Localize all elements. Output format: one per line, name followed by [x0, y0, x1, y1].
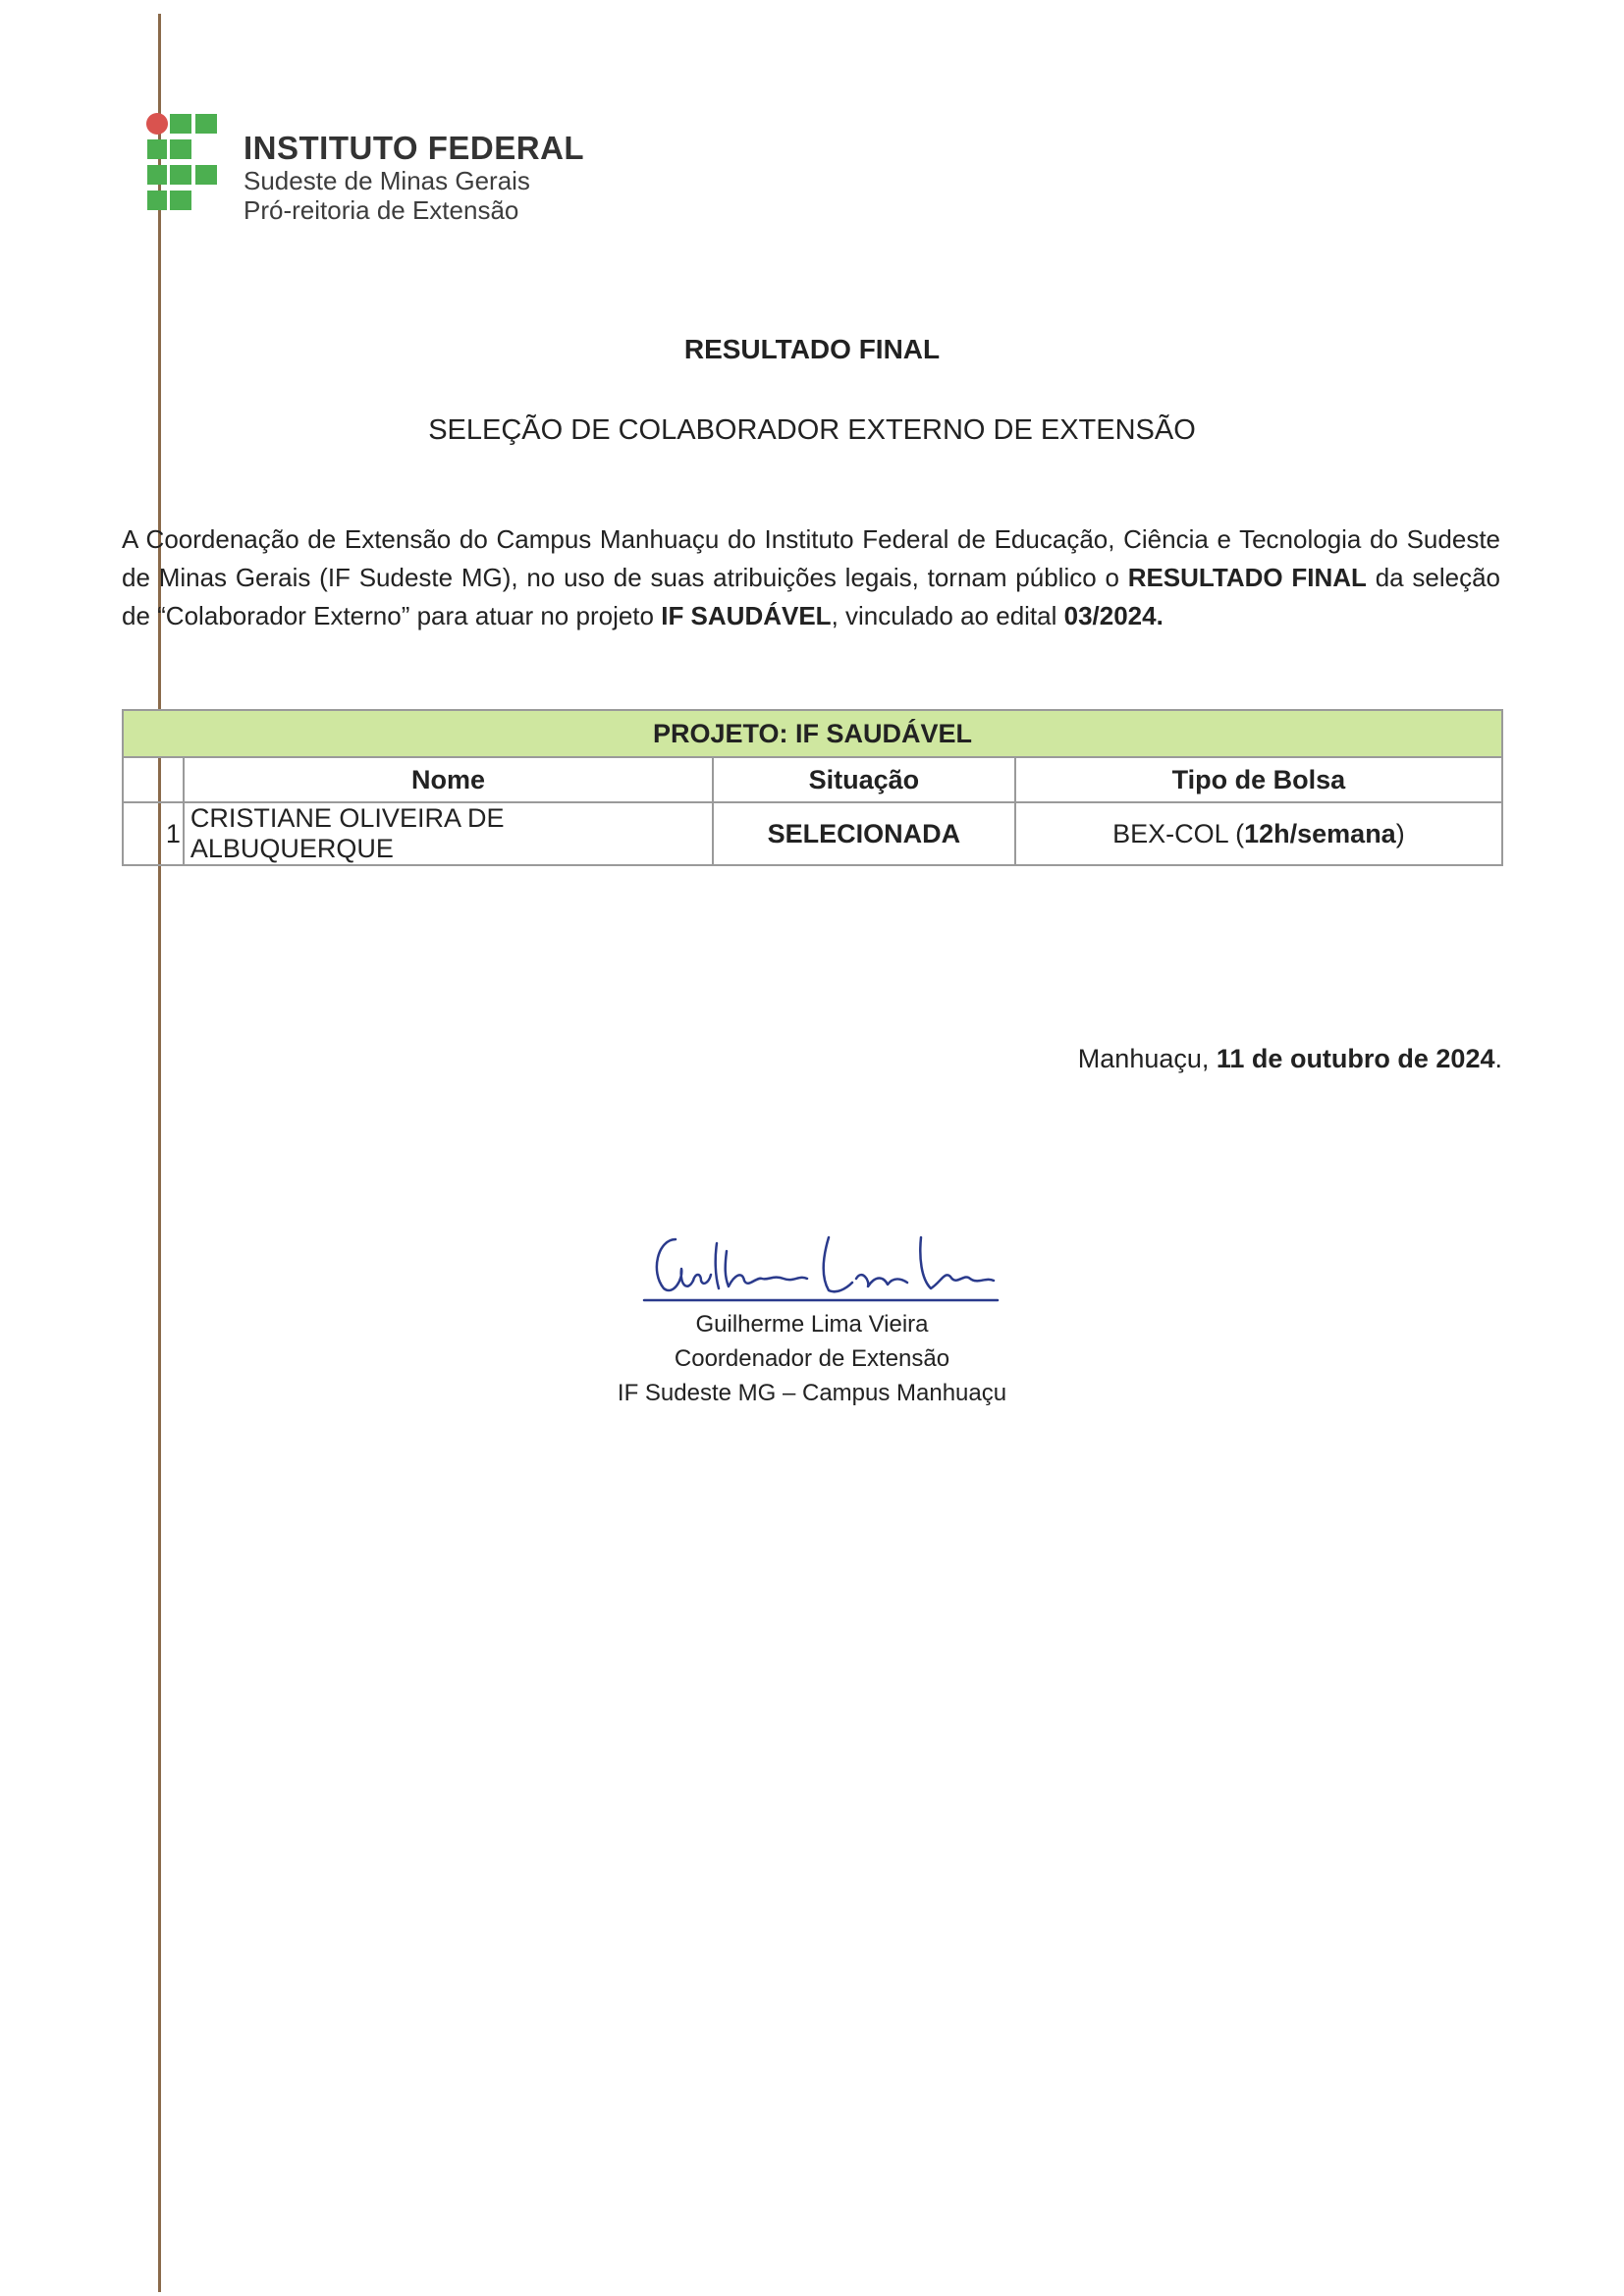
- scholarship-hours: 12h/semana: [1244, 818, 1396, 848]
- row-name: CRISTIANE OLIVEIRA DE ALBUQUERQUE: [184, 802, 713, 865]
- signatory-block: [0, 1307, 1624, 1410]
- paragraph-bold-edital: 03/2024.: [1063, 601, 1164, 630]
- signatory-role: Coordenador de Extensão: [674, 1345, 950, 1372]
- document-subtitle: SELEÇÃO DE COLABORADOR EXTERNO DE EXTENSÃO: [428, 414, 1196, 446]
- scholarship-suffix: ): [1395, 818, 1405, 848]
- institution-campus: Sudeste de Minas Gerais: [244, 166, 530, 195]
- project-header-cell: PROJETO: IF SAUDÁVEL: [123, 710, 1502, 757]
- scholarship-prefix: BEX-COL (: [1112, 818, 1245, 848]
- table-header-row: [123, 757, 1502, 802]
- date-bold: 11 de outubro de 2024: [1216, 1044, 1495, 1073]
- logo-text: [244, 132, 584, 223]
- document-title: RESULTADO FINAL: [683, 334, 941, 364]
- table-row: [123, 802, 1502, 865]
- paragraph-text-3: , vinculado ao edital: [831, 601, 1064, 630]
- body-paragraph: [122, 520, 1500, 635]
- paragraph-bold-result: RESULTADO FINAL: [1127, 563, 1367, 592]
- row-index: 1: [123, 802, 184, 865]
- paragraph-bold-project: IF SAUDÁVEL: [661, 601, 832, 630]
- date-city: Manhuaçu,: [1077, 1044, 1217, 1073]
- row-scholarship: [1015, 802, 1502, 865]
- institution-name: INSTITUTO FEDERAL: [244, 130, 585, 166]
- paragraph-text-2: da seleção de “Colaborador Externo” para atuar no projeto: [122, 563, 1500, 630]
- result-table: [122, 709, 1503, 866]
- if-logo-icon: [144, 112, 243, 230]
- column-header-bolsa: Tipo de Bolsa: [1015, 757, 1502, 802]
- signatory-unit: IF Sudeste MG – Campus Manhuaçu: [617, 1380, 1007, 1406]
- signatory-name: Guilherme Lima Vieira: [695, 1311, 929, 1338]
- column-header-nome: Nome: [184, 757, 713, 802]
- institution-department: Pró-reitoria de Extensão: [244, 195, 519, 225]
- handwritten-signature: [636, 1218, 1000, 1306]
- row-status: SELECIONADA: [713, 802, 1015, 865]
- date-suffix: .: [1494, 1044, 1502, 1073]
- project-header-row: [123, 710, 1502, 757]
- column-header-situacao: Situação: [713, 757, 1015, 802]
- paragraph-text-1: A Coordenação de Extensão do Campus Manhuaçu do Instituto Federal de Educação, Ciência e Tecnologia do Sudeste de Minas Gerais (IF Sudeste MG), no uso de suas atribuições legais, tornam público o: [122, 524, 1500, 592]
- document-date: [1078, 1044, 1502, 1074]
- index-header-cell: [123, 757, 184, 802]
